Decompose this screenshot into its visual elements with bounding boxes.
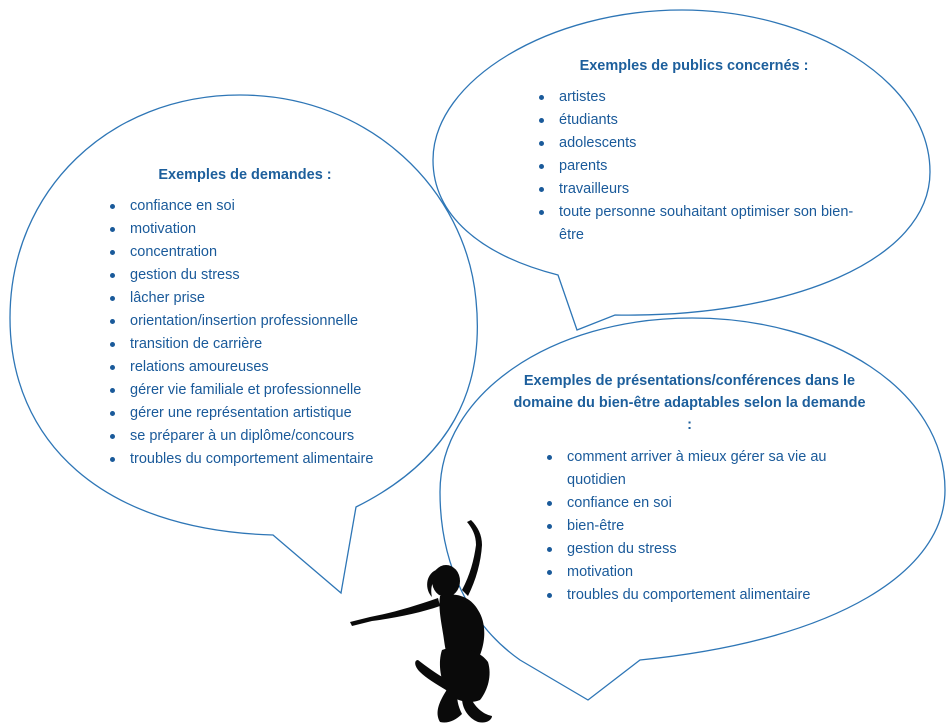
list-item: étudiants <box>559 109 859 132</box>
list-item: concentration <box>130 241 450 264</box>
list-item: motivation <box>567 561 857 584</box>
list-item: transition de carrière <box>130 333 450 356</box>
left-bubble-content <box>130 164 450 471</box>
list-item: travailleurs <box>559 178 859 201</box>
top-bubble-title: Exemples de publics concernés : <box>579 58 809 74</box>
list-item: troubles du comportement alimentaire <box>130 448 450 471</box>
list-item: gestion du stress <box>567 538 857 561</box>
list-item: artistes <box>559 86 859 109</box>
left-bubble-title: Exemples de demandes : <box>158 167 332 183</box>
list-item: confiance en soi <box>130 195 450 218</box>
list-item: confiance en soi <box>567 492 857 515</box>
list-item: se préparer à un diplôme/concours <box>130 425 450 448</box>
list-item: gérer une représentation artistique <box>130 402 450 425</box>
bottom-bubble-title: Exemples de présentations/conférences dans le domaine du bien-être adaptables selon la demande : <box>513 373 866 433</box>
list-item: troubles du comportement alimentaire <box>567 584 857 607</box>
top-bubble-list <box>559 86 859 247</box>
list-item: gestion du stress <box>130 264 450 287</box>
list-item: comment arriver à mieux gérer sa vie au quotidien <box>567 446 857 492</box>
list-item: parents <box>559 155 859 178</box>
top-bubble-content <box>559 55 859 247</box>
list-item: orientation/insertion professionnelle <box>130 310 450 333</box>
list-item: toute personne souhaitant optimiser son bien-être <box>559 201 859 247</box>
list-item: relations amoureuses <box>130 356 450 379</box>
list-item: adolescents <box>559 132 859 155</box>
list-item: lâcher prise <box>130 287 450 310</box>
bottom-bubble-content <box>513 370 866 607</box>
list-item: motivation <box>130 218 450 241</box>
list-item: gérer vie familiale et professionnelle <box>130 379 450 402</box>
bottom-bubble-list <box>567 446 857 607</box>
list-item: bien-être <box>567 515 857 538</box>
left-bubble-list <box>130 195 450 471</box>
